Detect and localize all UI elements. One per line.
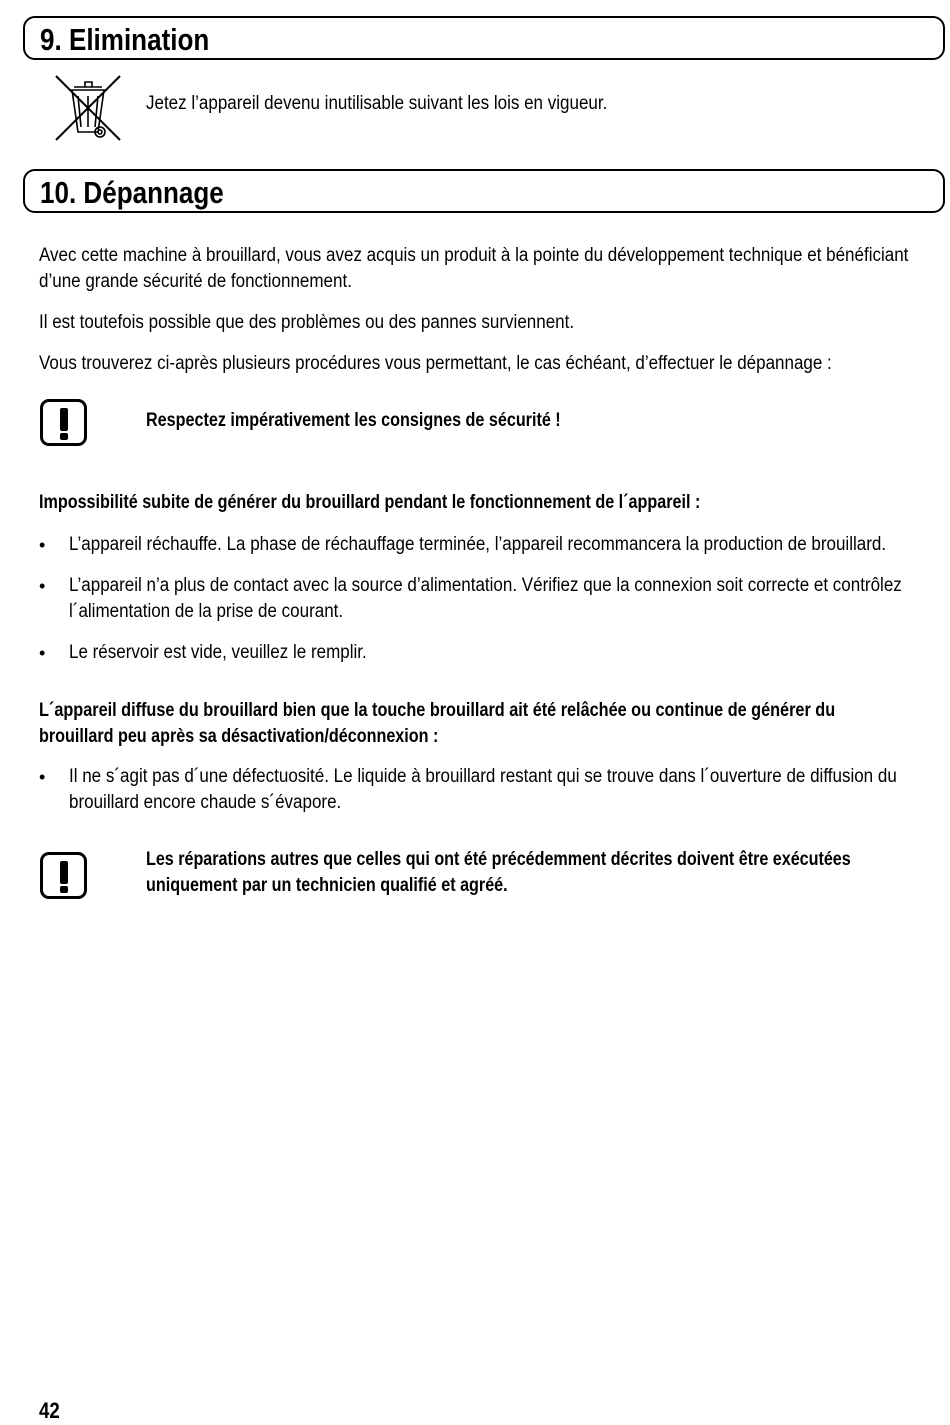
section-10-header (23, 169, 945, 213)
problem-2-heading-line-2: brouillard peu après sa désactivation/déconnexion : (39, 726, 439, 747)
problem-2-heading-line-1: L´appareil diffuse du brouillard bien que la touche brouillard ait été relâchée ou continue de générer du (39, 700, 836, 721)
disposal-text: Jetez l’appareil devenu inutilisable suivant les lois en vigueur. (146, 93, 608, 114)
page-number: 42 (39, 1398, 60, 1423)
repair-warning-line-1: Les réparations autres que celles qui ont été précédemment décrites doivent être exécutées (146, 849, 851, 870)
problem-1-bullet-2-line-2: l´alimentation de la prise de courant. (69, 601, 344, 622)
problem-2-bullet-1-line-2: brouillard encore chaude s´évapore. (69, 792, 342, 813)
repair-warning-line-2: uniquement par un technicien qualifié et agréé. (146, 875, 508, 896)
problem-2-bullet-1-line-1: Il ne s´agit pas d´une défectuosité. Le liquide à brouillard restant qui se trouve dans l´ouverture de diffusion du (69, 766, 897, 787)
section-9-header (23, 16, 945, 60)
bullet-icon: • (39, 767, 46, 787)
exclamation-warning-icon (40, 852, 87, 899)
crossed-out-wheelie-bin-icon (52, 72, 124, 144)
intro-line-1: Avec cette machine à brouillard, vous avez acquis un produit à la pointe du développement technique et bénéficiant (39, 245, 909, 266)
safety-warning: Respectez impérativement les consignes de sécurité ! (146, 410, 561, 431)
problem-1-bullet-1: L’appareil réchauffe. La phase de réchauffage terminée, l’appareil recommancera la production de brouillard. (69, 534, 887, 555)
problem-1-bullet-3: Le réservoir est vide, veuillez le remplir. (69, 642, 367, 663)
section-10-title: 10. Dépannage (40, 175, 224, 210)
bullet-icon: • (39, 576, 46, 596)
section-9-title: 9. Elimination (40, 22, 210, 57)
exclamation-warning-icon (40, 399, 87, 446)
bullet-icon: • (39, 535, 46, 555)
problem-1-bullet-2-line-1: L’appareil n’a plus de contact avec la source d’alimentation. Vérifiez que la connexion soit correcte et contrôlez (69, 575, 902, 596)
intro-paragraph-3: Vous trouverez ci-après plusieurs procédures vous permettant, le cas échéant, d’effectuer le dépannage : (39, 353, 832, 374)
intro-paragraph-2: Il est toutefois possible que des problèmes ou des pannes surviennent. (39, 312, 575, 333)
problem-1-heading: Impossibilité subite de générer du brouillard pendant le fonctionnement de l´appareil : (39, 492, 701, 513)
intro-line-2: d’une grande sécurité de fonctionnement. (39, 271, 352, 292)
bullet-icon: • (39, 643, 46, 663)
